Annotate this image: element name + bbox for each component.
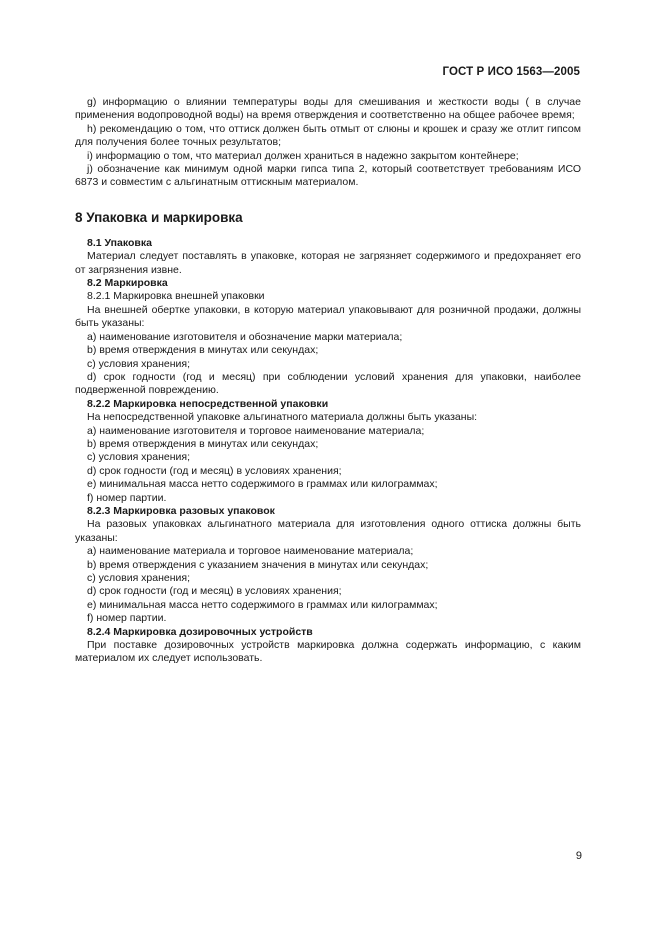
list-item: d) срок годности (год и месяц) при соблюдении условий хранения для упаковки, наиболее подверженной повреждению. [75, 370, 581, 397]
list-item: c) условия хранения; [87, 572, 191, 584]
list-item: b) время отверждения в минутах или секундах; [87, 437, 319, 450]
paragraph: На внешней обертке упаковки, в которую материал упаковывают для розничной продажи, должны быть указаны: [75, 303, 581, 330]
list-item: e) минимальная масса нетто содержимого в граммах или килограммах; [87, 478, 438, 491]
list-item: g) информацию о влиянии температуры воды для смешивания и жесткости воды ( в случае применения водопроводной воды) на время отверждения и соответственно на общее рабочее время; [75, 96, 581, 122]
list-item: c) условия хранения; [87, 357, 191, 370]
list-item: h) рекомендацию о том, что оттиск должен быть отмыт от слюны и крошек и сразу же отлит гипсом для получения более точных результатов; [75, 122, 581, 149]
clause-heading: 8.2.4 Маркировка дозировочных устройств [87, 625, 313, 638]
page-content [75, 96, 581, 666]
page-number: 9 [575, 850, 582, 862]
subsection-heading: 8.2 Маркировка [87, 277, 168, 290]
clause-title: 8.2.1 Маркировка внешней упаковки [87, 290, 265, 303]
list-item: i) информацию о том, что материал должен храниться в надежно закрытом контейнере; [87, 149, 519, 162]
list-item: f) номер партии. [87, 491, 167, 504]
list-item: b) время отверждения в минутах или секундах; [87, 344, 319, 357]
list-item: c) условия хранения; [87, 451, 191, 464]
paragraph: При поставке дозировочных устройств маркировка должна содержать информацию, с каким материалом их следует использовать. [75, 639, 581, 665]
list-item: j) обозначение как минимум одной марки гипса типа 2, который соответствует требованиям ИСО 6873 и совместим с альгинатным оттискным материалом. [75, 163, 581, 189]
list-item: a) наименование изготовителя и торговое наименование материала; [87, 424, 425, 437]
list-item: b) время отверждения с указанием значения в минутах или секундах; [87, 558, 429, 571]
list-item: d) срок годности (год и месяц) в условиях хранения; [87, 464, 342, 477]
clause-heading: 8.2.3 Маркировка разовых упаковок [87, 504, 275, 517]
subsection-heading: 8.1 Упаковка [87, 236, 152, 249]
paragraph: Материал следует поставлять в упаковке, которая не загрязняет содержимого и предохраняет его от загрязнения извне. [75, 250, 581, 276]
list-item: a) наименование материала и торговое наименование материала; [87, 545, 414, 558]
list-item: d) срок годности (год и месяц) в условиях хранения; [87, 585, 342, 598]
paragraph: На непосредственной упаковке альгинатного материала должны быть указаны: [87, 411, 478, 424]
list-item: f) номер партии. [87, 612, 167, 625]
paragraph: На разовых упаковках альгинатного материала для изготовления одного оттиска должны быть указаны: [75, 518, 581, 544]
list-item: e) минимальная масса нетто содержимого в граммах или килограммах; [87, 598, 438, 611]
document-code: ГОСТ Р ИСО 1563—2005 [442, 66, 580, 78]
clause-heading: 8.2.2 Маркировка непосредственной упаковки [87, 397, 329, 410]
section-heading: 8 Упаковка и маркировка [75, 209, 243, 225]
list-item: a) наименование изготовителя и обозначение марки материала; [87, 330, 403, 343]
